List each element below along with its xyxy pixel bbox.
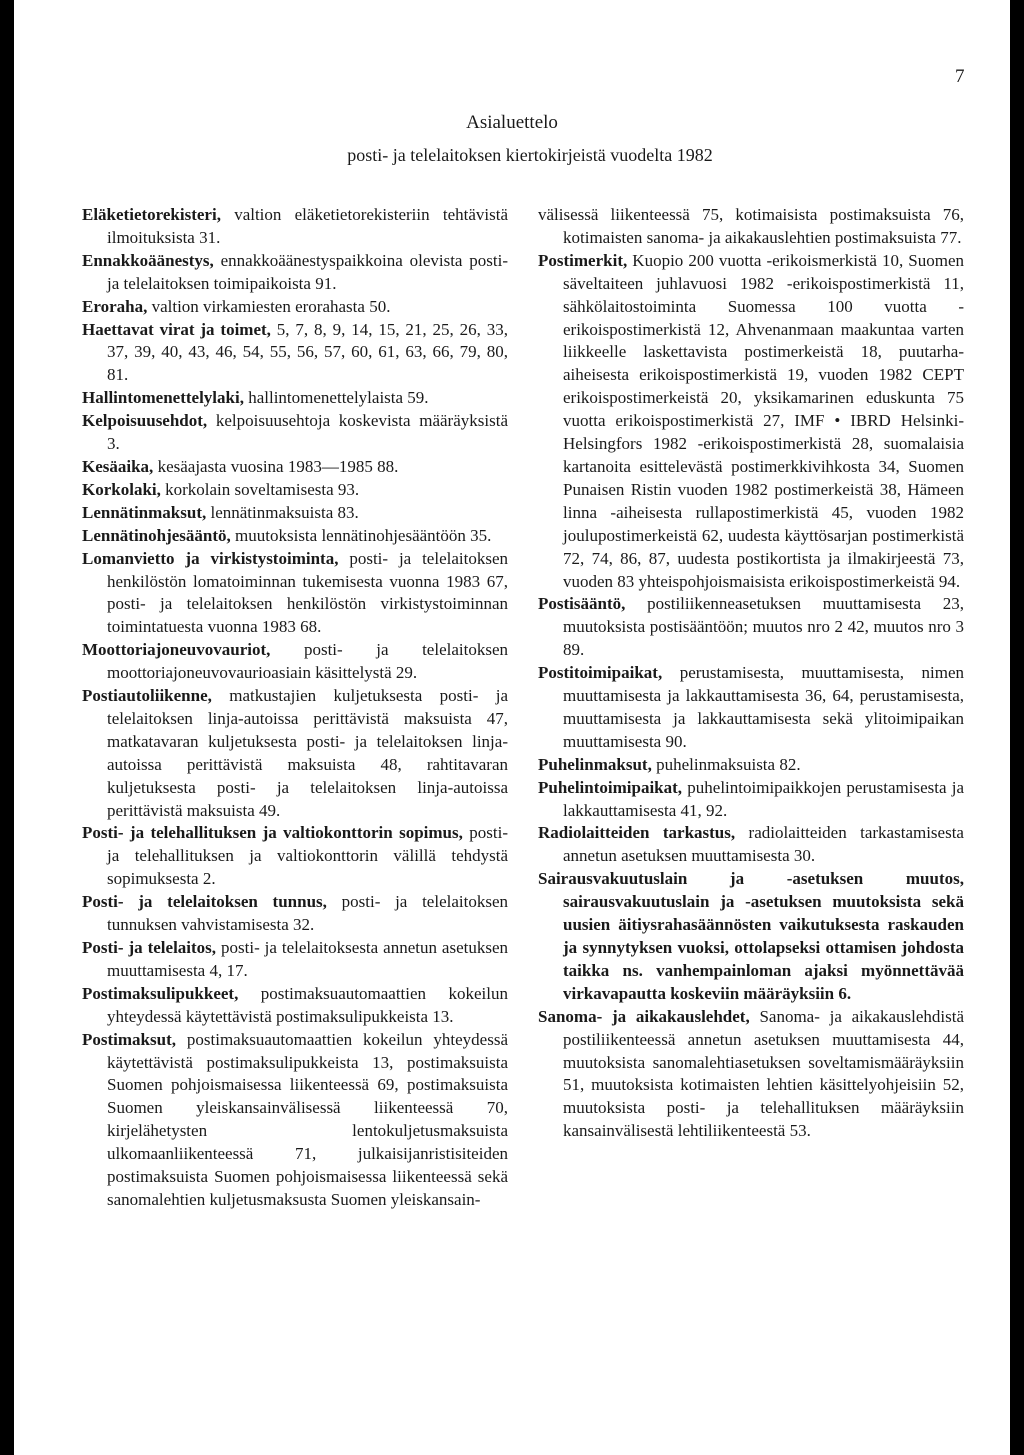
entry-text: puhelinmaksuista 82. bbox=[651, 754, 801, 774]
index-entry bbox=[82, 387, 508, 410]
entry-text: posti- ja telelaitoksen tunnuksen vahvistamisesta 32. bbox=[107, 892, 508, 935]
index-entry-continued bbox=[538, 204, 964, 250]
index-entry bbox=[538, 1006, 964, 1143]
index-entry bbox=[82, 250, 508, 296]
page-title: Asialuettelo bbox=[466, 112, 558, 133]
entry-term: Posti- ja telelaitos, bbox=[82, 938, 217, 957]
entry-term: Posti- ja telelaitoksen tunnus, bbox=[82, 892, 327, 912]
index-entry bbox=[82, 891, 508, 937]
entry-text: postimaksuautomaattien kokeilun yhteydessä käytettävistä postimaksulipukkeista 13. bbox=[107, 983, 508, 1026]
entry-term: Korkolaki, bbox=[82, 479, 161, 499]
index-entry bbox=[82, 479, 508, 502]
entry-term: Postisääntö, bbox=[538, 594, 626, 614]
index-entry bbox=[82, 456, 508, 479]
index-entry bbox=[538, 777, 964, 823]
entry-term: Radiolaitteiden tarkastus, bbox=[538, 823, 736, 843]
entry-text: korkolain soveltamisesta 93. bbox=[160, 479, 360, 499]
entry-term: Sairausvakuutuslain ja -asetuksen muutos, sairausvakuutuslain ja -asetuksen muutoksista sekä uusien äitiysrahasäännösten vaikutuksesta raskauden ja synnytyksen vuoksi, ottolapseksi ottamisen johdosta taikka ns. vanhempainloman ajaksi myönnettävää virkavapautta koskeviin määräyksiin 6. bbox=[538, 869, 964, 1003]
entry-text: valtion eläketietorekisteriin tehtävistä ilmoituksista 31. bbox=[107, 205, 508, 247]
entry-term: Postimerkit, bbox=[538, 250, 628, 270]
index-entry bbox=[82, 502, 508, 525]
index-entry bbox=[82, 983, 508, 1029]
index-entry bbox=[538, 822, 964, 868]
index-entry bbox=[82, 1029, 508, 1212]
entry-term: Hallintomenettelylaki, bbox=[82, 388, 244, 408]
index-entry bbox=[538, 868, 964, 1005]
index-entry bbox=[82, 410, 508, 456]
entry-term: Eroraha, bbox=[82, 296, 148, 316]
entry-text: postiliikenneasetuksen muuttamisesta 23, muutoksista postisääntöön; muutos nro 2 42, muutos nro 3 89. bbox=[563, 594, 964, 660]
index-entry bbox=[82, 822, 508, 891]
entry-text: posti- ja telelaitoksesta annetun asetuksen muuttamisesta 4, 17. bbox=[107, 938, 508, 980]
entry-text: posti- ja telelaitoksen moottoriajoneuvovaurioasiain käsittelystä 29. bbox=[107, 640, 508, 683]
entry-term: Posti- ja telehallituksen ja valtiokonttorin sopimus, bbox=[82, 823, 463, 843]
entry-term: Eläketietorekisteri, bbox=[82, 205, 221, 224]
entry-text: valtion virkamiesten erorahasta 50. bbox=[147, 296, 391, 316]
scan-edge-right bbox=[1010, 0, 1024, 1455]
entry-text: Kuopio 200 vuotta -erikoismerkistä 10, Suomen säveltaiteen juhlavuosi 1982 -erikoispostimerkistä 11, sähkölaitostoiminta Suomessa 100 vuotta -erikoispostimerkistä 12, Ahvenanmaan maakuntaa varten liikkeelle laskettavista postimerkeistä 18, puutarha-aiheisesta erikoispostimerkistä 19, vuoden 1982 CEPT erikoispostimerkeistä 20, yksikamarinen eduskunta 75 vuotta erikoispostimerkistä 27, IMF • IBRD Helsinki-Helsingfors 1982 -erikoispostimerkistä 28, suomalaisia kartanoita esittelevästä postimerkkivihkosta 34, Suomen Punaisen Ristin vuoden 1982 postimerkeistä 38, Hämeen linna -aiheisesta rullapostimerkistä 45, vuoden 1982 joulupostimerkeistä 62, uudesta käyttösarjan postimerkistä 72, 74, 86, 87, uudesta postikortista ja ilmakirjeestä 73, vuoden 83 yhteispohjoismaisista erikoispostimerkeistä 94. bbox=[563, 250, 964, 591]
entry-text: muutoksista lennätinohjesääntöön 35. bbox=[230, 525, 492, 545]
entry-text: posti- ja telehallituksen ja valtiokonttorin välillä tehdystä sopimuksesta 2. bbox=[107, 823, 508, 889]
entry-term: Postimaksulipukkeet, bbox=[82, 983, 239, 1003]
entry-term: Postitoimipaikat, bbox=[538, 663, 663, 683]
entry-term: Kesäaika, bbox=[82, 456, 154, 476]
index-entry bbox=[538, 754, 964, 777]
entry-term: Sanoma- ja aikakauslehdet, bbox=[538, 1006, 750, 1026]
entry-term: Lennätinmaksut, bbox=[82, 502, 207, 522]
entry-text: perustamisesta, muuttamisesta, nimen muuttamisesta ja lakkauttamisesta 36, 64, perustamisesta, muuttamisesta ja lakkauttamisesta sekä ylitoimipaikan muuttamisesta 90. bbox=[563, 663, 964, 751]
index-entry bbox=[538, 593, 964, 662]
entry-term: Ennakkoäänestys, bbox=[82, 250, 214, 270]
index-entry bbox=[82, 296, 508, 319]
entry-term: Postimaksut, bbox=[82, 1029, 176, 1049]
index-entry bbox=[82, 525, 508, 548]
index-entry bbox=[538, 662, 964, 754]
entry-term: Puhelinmaksut, bbox=[538, 754, 652, 774]
entry-text: lennätinmaksuista 83. bbox=[206, 502, 359, 522]
index-entry bbox=[82, 548, 508, 640]
entry-text: välisessä liikenteessä 75, kotimaisista postimaksuista 76, kotimaisten sanoma- ja aikakauslehtien postimaksuista 77. bbox=[538, 205, 964, 247]
entry-text: radiolaitteiden tarkastamisesta annetun asetuksen muuttamisesta 30. bbox=[563, 823, 964, 866]
entry-term: Lennätinohjesääntö, bbox=[82, 525, 231, 545]
page-subtitle: posti- ja telelaitoksen kiertokirjeistä vuodelta 1982 bbox=[347, 145, 713, 165]
index-entry bbox=[82, 319, 508, 388]
index-entry bbox=[538, 250, 964, 594]
scan-edge-left bbox=[0, 0, 14, 1455]
entry-text: ennakkoäänestyspaikkoina olevista posti- ja telelaitoksen toimipaikoista 91. bbox=[107, 250, 508, 293]
entry-text: puhelintoimipaikkojen perustamisesta ja lakkauttamisesta 41, 92. bbox=[563, 777, 964, 820]
entry-text: Sanoma- ja aikakauslehdistä postiliikenteessä annetun asetuksen muuttamisesta 44, muutoksista sanomalehtiasetuksen soveltamismääräyksiin 51, muutoksista kotimaisten lehtien käsittelyohjeisiin 52, muutoksista posti- ja telehallituksen määräyksiin kansainvälisestä lehtiliikenteestä 53. bbox=[563, 1006, 964, 1141]
index-entry bbox=[82, 639, 508, 685]
index-column-left bbox=[82, 204, 508, 1212]
entry-term: Haettavat virat ja toimet, bbox=[82, 319, 271, 339]
entry-text: matkustajien kuljetuksesta posti- ja telelaitoksen linja-autoissa perittävistä maksuista 47, matkatavaran kuljetuksesta posti- ja telelaitoksen linja-autoissa perittävistä maksuista 48, rahtitavaran kuljetuksesta posti- ja telelaitoksen linja-autoissa perittävistä maksuista 49. bbox=[107, 686, 508, 820]
entry-text: 5, 7, 8, 9, 14, 15, 21, 25, 26, 33, 37, 39, 40, 43, 46, 54, 55, 56, 57, 60, 61, 63, 66, 79, 80, 81. bbox=[107, 319, 508, 385]
entry-text: postimaksuautomaattien kokeilun yhteydessä käytettävistä postimaksulipukkeista 13, postimaksuista Suomen pohjoismaisessa liikenteessä 69, postimaksuista Suomen yleiskansainvälisessä liikenteessä 70, kirjelähetysten lentokuljetusmaksuista ulkomaanliikenteessä 71, julkaisijanristisiteiden postimaksuista Suomen pohjoismaisessa liikenteessä sekä sanomalehtien kuljetusmaksusta Suomen yleiskansain- bbox=[107, 1029, 508, 1209]
index-entry bbox=[82, 204, 508, 250]
entry-text: posti- ja telelaitoksen henkilöstön lomatoiminnan tukemisesta vuonna 1983 67, posti- ja telelaitoksen henkilöstön virkistystoiminnan toimintatuesta vuonna 1983 68. bbox=[107, 548, 509, 637]
entry-text: kelpoisuusehtoja koskevista määräyksistä 3. bbox=[107, 411, 508, 454]
entry-term: Lomanvietto ja virkistystoiminta, bbox=[82, 548, 339, 568]
entry-term: Moottoriajoneuvovauriot, bbox=[82, 640, 271, 660]
entry-term: Puhelintoimipaikat, bbox=[538, 777, 683, 797]
entry-term: Kelpoisuusehdot, bbox=[82, 411, 208, 431]
entry-text: kesäajasta vuosina 1983—1985 88. bbox=[153, 456, 399, 476]
index-entry bbox=[82, 685, 508, 822]
index-column-right bbox=[538, 204, 964, 1143]
entry-term: Postiautoliikenne, bbox=[82, 686, 212, 706]
index-entry bbox=[82, 937, 508, 983]
entry-text: hallintomenettelylaista 59. bbox=[243, 388, 429, 408]
page-number: 7 bbox=[955, 66, 965, 87]
